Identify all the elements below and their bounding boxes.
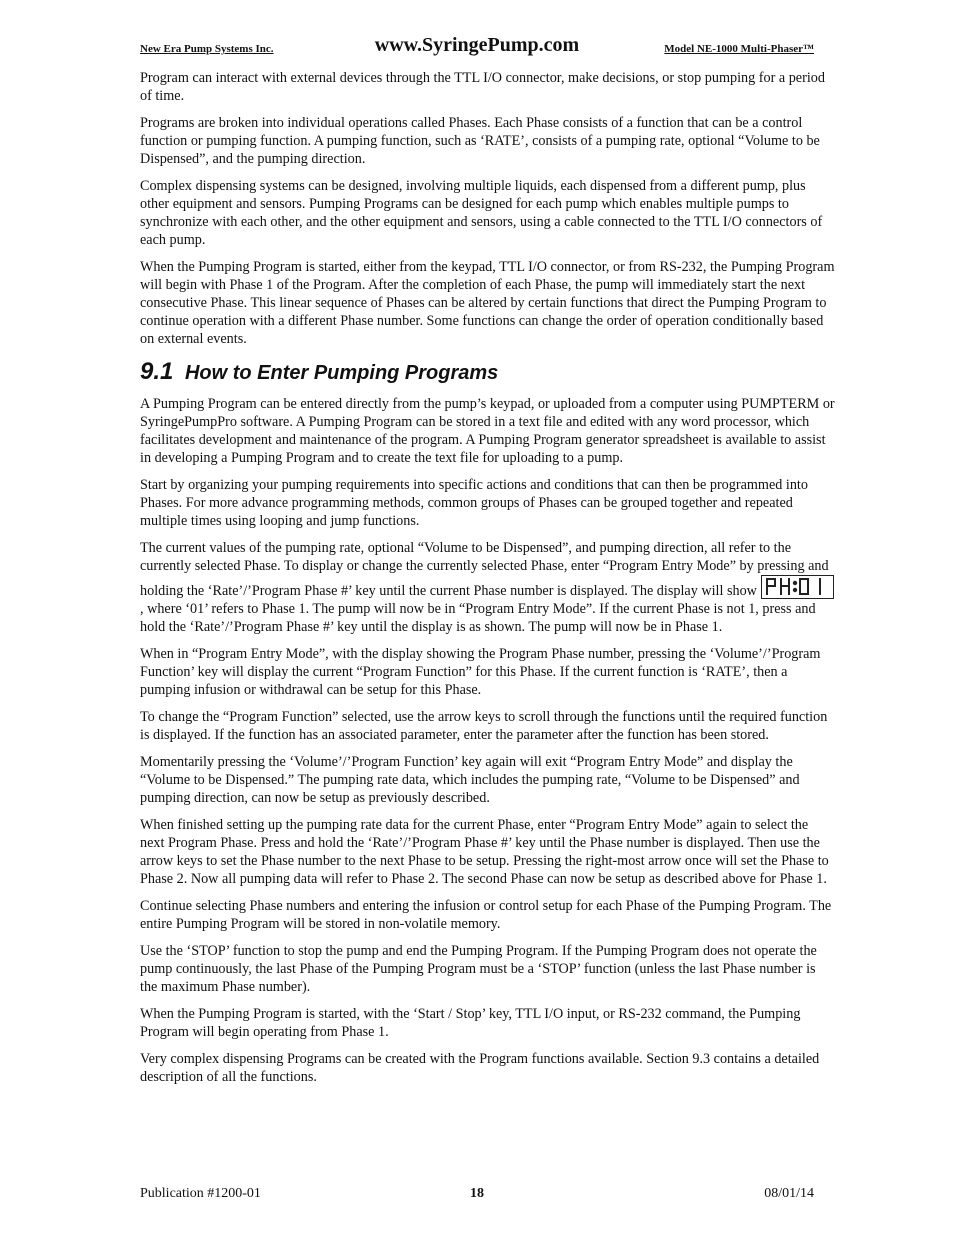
model-name: Model NE-1000 Multi-Phaser™ [664,43,814,55]
text-before-display: The current values of the pumping rate, optional “Volume to be Dispensed”, and pumping direction, all refer to the currently selected Phase. To display or change the currently selected Phase, enter “Program Entry Mode” by pressing and holding the ‘Rate’/’Program Phase #’ key until the current Phase number is displayed. The display will show [140,540,829,599]
seven-segment-display-icon [761,575,834,599]
text-after-display: , where ‘01’ refers to Phase 1. The pump will now be in “Program Entry Mode”. If the current Phase is not 1, press and hold the ‘Rate’/’Program Phase #’ key until the display is as shown. The pump will now be in Phase 1. [140,601,816,635]
page-number: 18 [470,1186,484,1201]
publication-date: 08/01/14 [764,1186,814,1201]
body-paragraph-with-display [140,539,836,636]
page-content [140,69,836,1095]
body-paragraph: When in “Program Entry Mode”, with the display showing the Program Phase number, pressing the ‘Volume’/’Program Function’ key will display the current “Program Function” for this Phase. If the current function is ‘RATE’, then a pumping infusion or withdrawal can be setup for this Phase. [140,646,821,698]
intro-paragraph: When the Pumping Program is started, either from the keypad, TTL I/O connector, or from RS-232, the Pumping Program will begin with Phase 1 of the Program. After the completion of each Phase, the pump will immediately start the next consecutive Phase. This linear sequence of Phases can be altered by certain functions that direct the Pumping Program to continue operation with a different Phase number. Some functions can change the order of operation conditionally based on external events. [140,259,835,347]
body-paragraph: Very complex dispensing Programs can be created with the Program functions available. Section 9.3 contains a detailed description of all the functions. [140,1051,820,1085]
body-paragraph: Use the ‘STOP’ function to stop the pump and end the Pumping Program. If the Pumping Program does not operate the pump continuously, the last Phase of the Pumping Program must be a ‘STOP’ function (unless the last Phase number is the maximum Phase number). [140,943,817,995]
section-number: 9.1 [140,358,174,385]
intro-paragraph: Programs are broken into individual operations called Phases. Each Phase consists of a function that can be a control function or pumping function. A pumping function, such as ‘RATE’, consists of a pumping rate, optional “Volume to be Dispensed”, and the pumping direction. [140,115,820,167]
body-paragraph: A Pumping Program can be entered directly from the pump’s keypad, or uploaded from a computer using PUMPTERM or SyringePumpPro software. A Pumping Program can be stored in a text file and edited with any word processor, which facilitates development and maintenance of the program. A Pumping Program generator spreadsheet is available to assist in developing a Pumping Program and to create the text file for uploading to a pump. [140,396,835,466]
publication-number: Publication #1200-01 [140,1186,261,1201]
body-paragraph: Start by organizing your pumping requirements into specific actions and conditions that can then be programmed into Phases. For more advance programming methods, common groups of Phases can be grouped together and repeated multiple times using looping and jump functions. [140,477,808,529]
section-heading [140,360,836,385]
website-title: www.SyringePump.com [374,34,580,56]
intro-paragraph: Complex dispensing systems can be designed, involving multiple liquids, each dispensed from a different pump, plus other equipment and sensors. Pumping Programs can be designed for each pump which enables multiple pumps to synchronize with each other, and the other equipment and sensors, using a cable connected to the TTL I/O connectors of each pump. [140,178,823,248]
page-header [140,34,814,62]
section-title: How to Enter Pumping Programs [184,362,499,384]
body-paragraph: When finished setting up the pumping rate data for the current Phase, enter “Program Entry Mode” again to select the next Program Phase. Press and hold the ‘Rate’/’Program Phase #’ key until the Phase number is displayed. Then use the arrow keys to set the Phase number to the next Phase to be setup. Pressing the right-most arrow once will set the Phase to Phase 2. Now all pumping data will refer to Phase 2. The second Phase can now be setup as described above for Phase 1. [140,817,829,887]
intro-paragraph: Program can interact with external devices through the TTL I/O connector, make decisions, or stop pumping for a period of time. [140,70,825,104]
page-footer [140,1186,814,1206]
body-paragraph: Momentarily pressing the ‘Volume’/’Program Function’ key again will exit “Program Entry Mode” and display the “Volume to be Dispensed.” The pumping rate data, which includes the pumping rate, “Volume to be Dispensed” and pumping direction, can now be setup as previously described. [140,754,800,806]
company-name: New Era Pump Systems Inc. [140,43,274,55]
lcd-ph01-graphic [762,576,832,597]
body-paragraph: When the Pumping Program is started, with the ‘Start / Stop’ key, TTL I/O input, or RS-232 command, the Pumping Program will begin operating from Phase 1. [140,1006,801,1040]
body-paragraph: Continue selecting Phase numbers and entering the infusion or control setup for each Phase of the Pumping Program. The entire Pumping Program will be stored in non-volatile memory. [140,898,832,932]
body-paragraph: To change the “Program Function” selected, use the arrow keys to scroll through the functions until the required function is displayed. If the function has an associated parameter, enter the parameter after the function has been stored. [140,709,828,743]
